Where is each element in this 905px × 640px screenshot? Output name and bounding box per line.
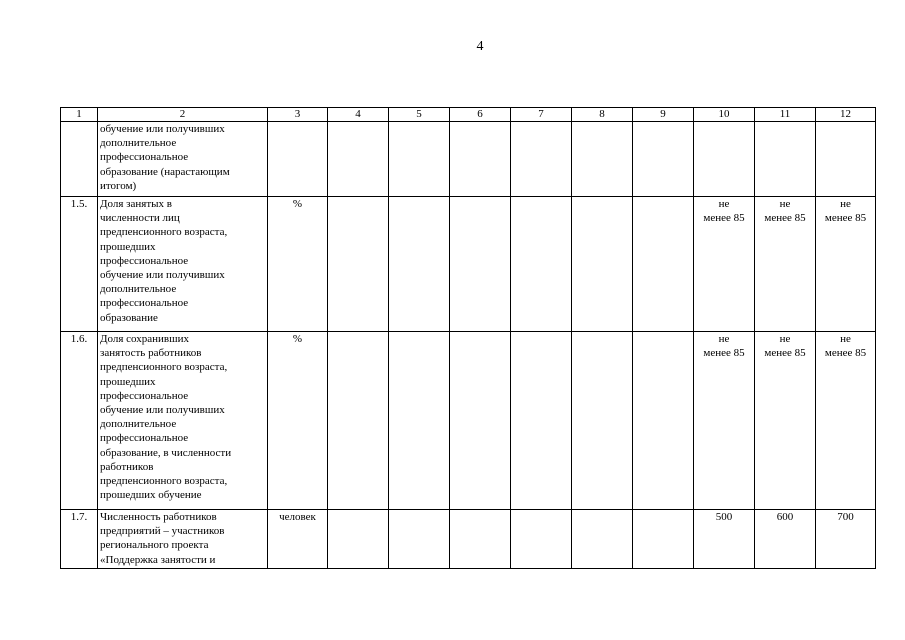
indicator-line: прошедших обучение	[100, 489, 202, 502]
column-header: 6	[450, 108, 511, 122]
indicator-line: Численность работников	[100, 511, 217, 523]
indicator-line: прошедших	[100, 240, 156, 253]
indicator-line: обучение или получивших	[100, 404, 225, 417]
column-header: 7	[511, 108, 572, 122]
indicator-name	[98, 197, 268, 332]
column-header: 9	[633, 108, 694, 122]
value-col-12	[816, 122, 876, 197]
indicator-line: профессиональное	[100, 297, 189, 310]
value-col-10: не менее 85	[694, 197, 755, 332]
indicator-line: обучение или получивших	[100, 269, 225, 282]
unit-cell: %	[268, 332, 328, 510]
indicator-line: регионального проекта	[100, 539, 209, 552]
unit-cell: человек	[268, 510, 328, 569]
indicator-line: профессиональное	[100, 254, 189, 267]
row-number: 1.7.	[61, 510, 98, 569]
indicator-name	[98, 510, 268, 569]
indicator-line: образование	[100, 311, 158, 324]
indicator-line: Доля сохранивших	[100, 333, 189, 345]
indicator-line: занятость работников	[100, 347, 202, 360]
indicator-name	[98, 332, 268, 510]
value-col-11	[755, 122, 816, 197]
value-col-10: не менее 85	[694, 332, 755, 510]
indicator-line: образование, в численности	[100, 446, 232, 459]
indicator-line: профессиональное	[100, 432, 189, 445]
column-header: 4	[328, 108, 389, 122]
indicator-line: предпенсионного возраста,	[100, 475, 228, 488]
value-col-10	[694, 122, 755, 197]
column-number-row	[61, 108, 876, 122]
indicator-name	[98, 122, 268, 197]
indicator-line: прошедших	[100, 375, 156, 388]
table-row	[61, 122, 876, 197]
column-header: 10	[694, 108, 755, 122]
value-col-12: 700	[816, 510, 876, 569]
unit-cell	[268, 122, 328, 197]
indicator-line: итогом)	[100, 179, 137, 192]
indicator-line: предпенсионного возраста,	[100, 361, 228, 374]
value-col-10: 500	[694, 510, 755, 569]
column-header: 3	[268, 108, 328, 122]
indicator-line: предприятий – участников	[100, 525, 225, 538]
value-col-11: 600	[755, 510, 816, 569]
table-row	[61, 332, 876, 510]
column-header: 8	[572, 108, 633, 122]
column-header: 11	[755, 108, 816, 122]
indicator-line: дополнительное	[100, 283, 177, 296]
indicator-line: работников	[100, 460, 154, 473]
indicator-line: профессиональное	[100, 151, 189, 164]
value-col-11: не менее 85	[755, 332, 816, 510]
row-number: 1.6.	[61, 332, 98, 510]
indicator-line: обучение или получивших	[100, 123, 225, 135]
row-number: 1.5.	[61, 197, 98, 332]
indicators-table	[60, 107, 876, 569]
column-header: 5	[389, 108, 450, 122]
indicator-line: дополнительное	[100, 418, 177, 431]
value-col-12: не менее 85	[816, 197, 876, 332]
table-row	[61, 197, 876, 332]
value-col-12: не менее 85	[816, 332, 876, 510]
indicator-line: дополнительное	[100, 137, 177, 150]
indicator-line: профессиональное	[100, 389, 189, 402]
row-number	[61, 122, 98, 197]
unit-cell: %	[268, 197, 328, 332]
indicator-line: «Поддержка занятости и	[100, 553, 216, 566]
indicator-line: образование (нарастающим	[100, 165, 230, 178]
indicator-line: численности лиц	[100, 212, 180, 225]
indicator-line: Доля занятых в	[100, 198, 172, 210]
indicator-line: предпенсионного возраста,	[100, 226, 228, 239]
column-header: 1	[61, 108, 98, 122]
column-header: 2	[98, 108, 268, 122]
column-header: 12	[816, 108, 876, 122]
page-number: 4	[476, 39, 484, 54]
value-col-11: не менее 85	[755, 197, 816, 332]
table-row	[61, 510, 876, 569]
